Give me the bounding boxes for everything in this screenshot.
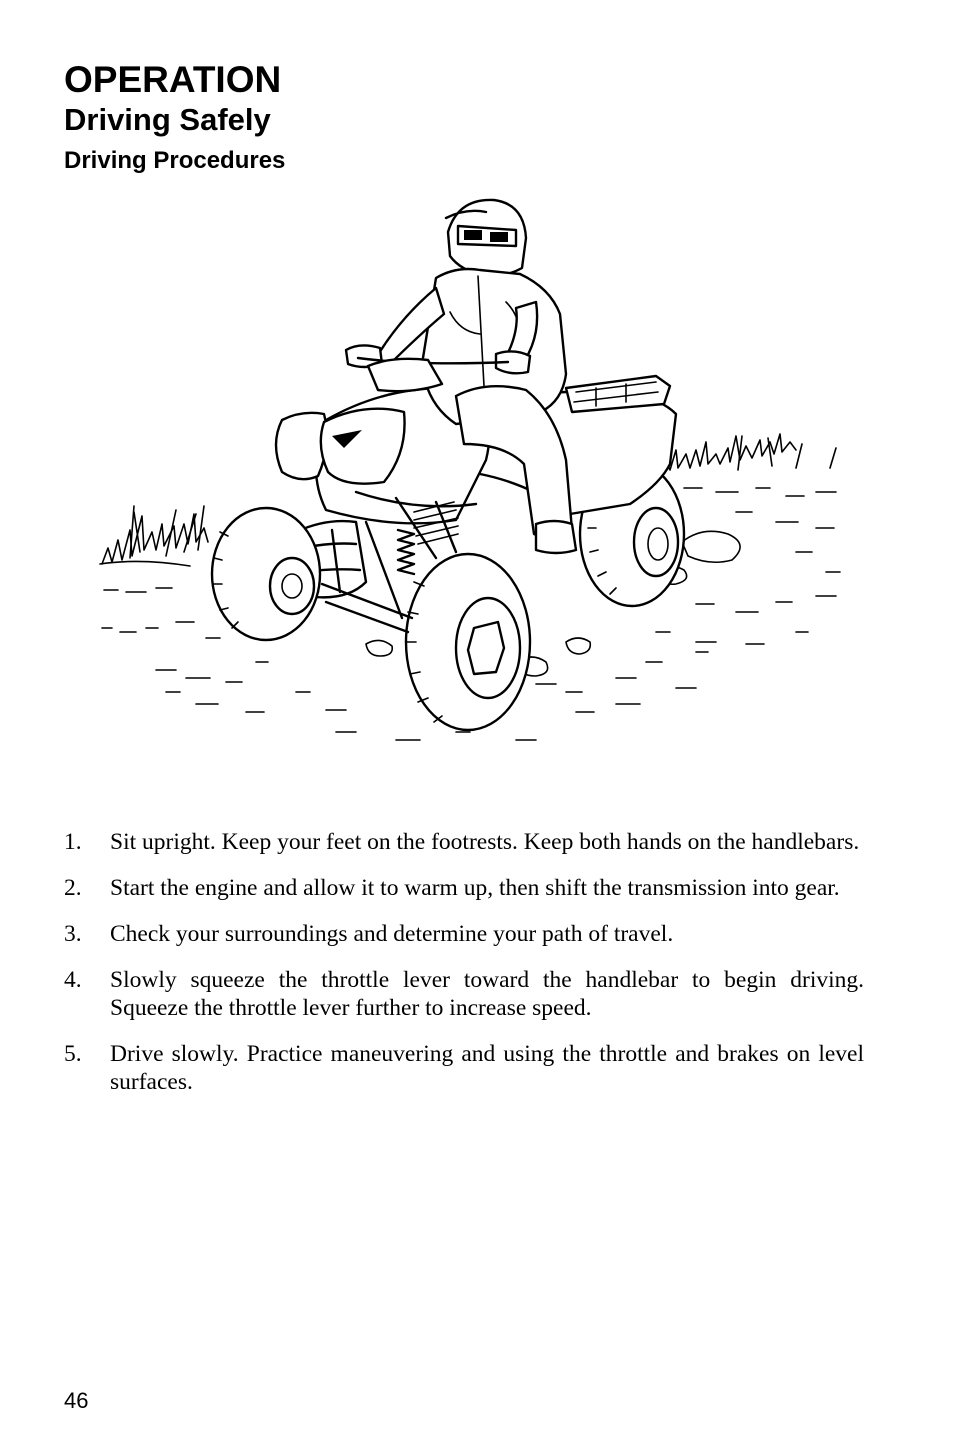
- list-item: [64, 828, 864, 856]
- step-number: 5.: [64, 1041, 82, 1067]
- front-right-wheel-icon: [406, 554, 530, 730]
- step-text: Start the engine and allow it to warm up, then shift the transmission into gear.: [110, 875, 840, 901]
- list-item: [64, 966, 864, 1022]
- driving-steps-list: [64, 828, 864, 1114]
- page-number: 46: [64, 1388, 89, 1413]
- step-text: Slowly squeeze the throttle lever toward the handlebar to begin driving. Squeeze the throttle lever further to increase speed.: [110, 967, 864, 1021]
- list-item: [64, 920, 864, 948]
- step-number: 4.: [64, 967, 82, 993]
- front-suspension-icon: [322, 522, 412, 632]
- step-text: Check your surroundings and determine your path of travel.: [110, 921, 674, 947]
- section-heading: OPERATION: [64, 59, 282, 100]
- grass-right-icon: [662, 434, 836, 472]
- step-number: 2.: [64, 875, 82, 901]
- step-number: 1.: [64, 829, 82, 855]
- atv-rider-icon: [96, 192, 856, 752]
- subsection-title: Driving Procedures: [64, 147, 286, 174]
- step-text: Sit upright. Keep your feet on the footrests. Keep both hands on the handlebars.: [110, 829, 860, 855]
- step-number: 3.: [64, 921, 82, 947]
- page-title: Driving Safely: [64, 102, 271, 137]
- list-item: [64, 874, 864, 902]
- atv-rider-illustration: [96, 192, 856, 752]
- grass-left-icon: [102, 506, 208, 564]
- front-left-wheel-icon: [212, 508, 320, 640]
- list-item: [64, 1040, 864, 1096]
- step-text: Drive slowly. Practice maneuvering and using the throttle and brakes on level surfaces.: [110, 1041, 864, 1095]
